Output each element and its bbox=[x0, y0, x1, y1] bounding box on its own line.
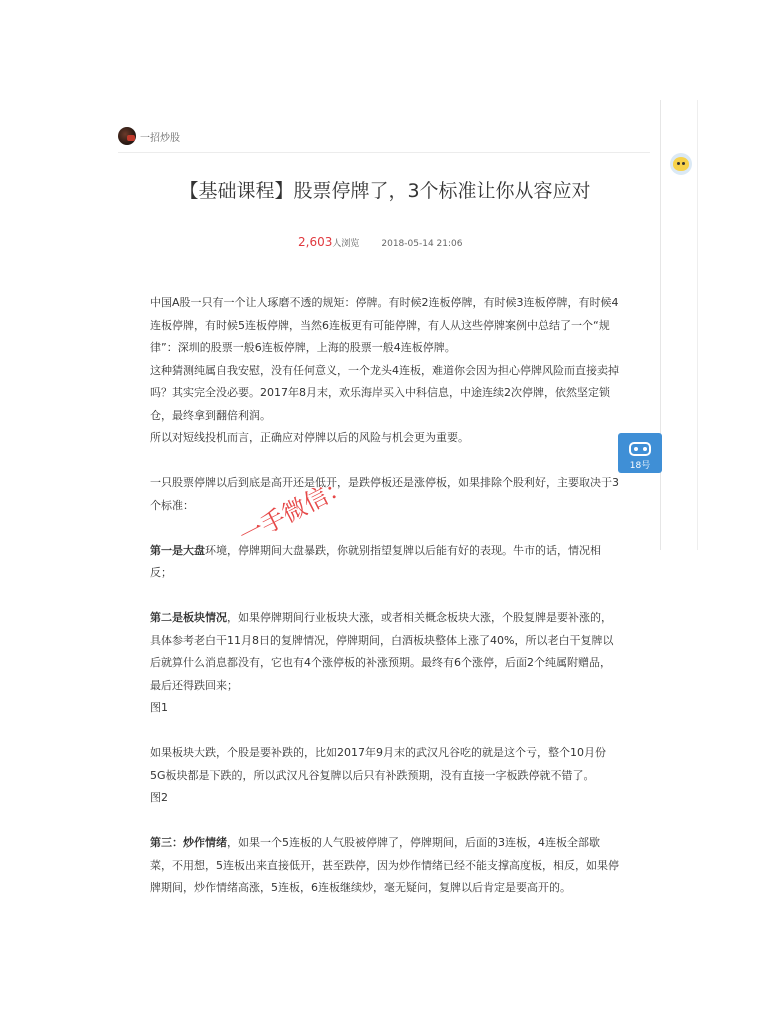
paragraph-text: ，如果停牌期间行业板块大涨，或者相关概念板块大涨，个股复牌是要补涨的，具体参考老白干11月8日的复牌情况，停牌期间，白酒板块整体上涨了40%，所以老白干复牌以后就算什么消息都没有，它也有4个涨停板的补涨预期。最终有6个涨停，后面2个纯属附赠品，最后还得跌回来； bbox=[150, 611, 614, 692]
paragraph-text: ，如果一个5连板的人气股被停牌了，停牌期间，后面的3连板，4连板全部歇菜，不用想，5连板出来直接低开，甚至跌停，因为炒作情绪已经不能支撑高度板，相反，如果停牌期间，炒作情绪高涨，5连板，6连板继续炒，毫无疑问，复牌以后肯定是要高开的。 bbox=[150, 836, 619, 894]
figure-caption: 图1 bbox=[150, 701, 168, 714]
paragraph bbox=[150, 607, 620, 697]
paragraph: 一只股票停牌以后到底是高开还是低开，是跌停板还是涨停板，如果排除个股利好，主要取决于3个标准： bbox=[150, 476, 619, 512]
figure-caption: 图2 bbox=[150, 791, 168, 804]
robot-label: 18号 bbox=[629, 461, 651, 471]
author-avatar[interactable] bbox=[118, 127, 136, 145]
robot-chat-button[interactable] bbox=[618, 433, 662, 473]
paragraph-text: 环境，停牌期间大盘暴跌，你就别指望复牌以后能有好的表现。牛市的话，情况相反； bbox=[150, 543, 601, 579]
author-name[interactable]: 一招炒股 bbox=[140, 132, 180, 144]
article-title: 【基础课程】股票停牌了，3个标准让你从容应对 bbox=[179, 180, 591, 202]
bold-heading: 第二是板块情况 bbox=[150, 611, 227, 624]
watermark-text: 一手微信： bbox=[234, 470, 355, 551]
paragraph bbox=[150, 832, 620, 900]
robot-icon bbox=[629, 442, 651, 456]
paragraph: 所以对短线投机而言，正确应对停牌以后的风险与机会更为重要。 bbox=[150, 431, 469, 444]
publish-date: 2018-05-14 21:06 bbox=[381, 239, 463, 249]
view-count: 2,603 bbox=[298, 235, 333, 249]
article-meta bbox=[298, 235, 462, 249]
paragraph: 中国A股一只有一个让人琢磨不透的规矩：停牌。有时候2连板停牌，有时候3连板停牌，有时候4连板停牌，有时候5连板停牌，当然6连板更有可能停牌，有人从这些停牌案例中总结了一个“规律”：深圳的股票一般6连板停牌，上海的股票一般4连板停牌。 bbox=[150, 296, 619, 354]
sidebar-divider bbox=[660, 100, 661, 550]
bold-heading: 第一是大盘 bbox=[150, 543, 205, 557]
paragraph: 如果板块大跌，个股是要补跌的，比如2017年9月末的武汉凡谷吃的就是这个亏，整个10月份5G板块都是下跌的，所以武汉凡谷复牌以后只有补跌预期，没有直接一字板跌停就不错了。 bbox=[150, 746, 606, 782]
view-count-label: 人浏览 bbox=[332, 239, 360, 249]
article-body bbox=[150, 292, 620, 900]
emoji-face-icon[interactable] bbox=[670, 153, 692, 175]
bold-heading: 第三：炒作情绪 bbox=[150, 836, 227, 849]
header-divider bbox=[118, 152, 650, 153]
paragraph bbox=[150, 540, 620, 585]
sidebar-divider-outer bbox=[697, 100, 698, 550]
author-bar[interactable] bbox=[118, 127, 180, 145]
paragraph: 这种猜测纯属自我安慰，没有任何意义，一个龙头4连板，难道你会因为担心停牌风险而直接卖掉吗？其实完全没必要。2017年8月末，欢乐海岸买入中科信息，中途连续2次停牌，依然坚定锁仓，最终拿到翻倍利润。 bbox=[150, 363, 619, 422]
